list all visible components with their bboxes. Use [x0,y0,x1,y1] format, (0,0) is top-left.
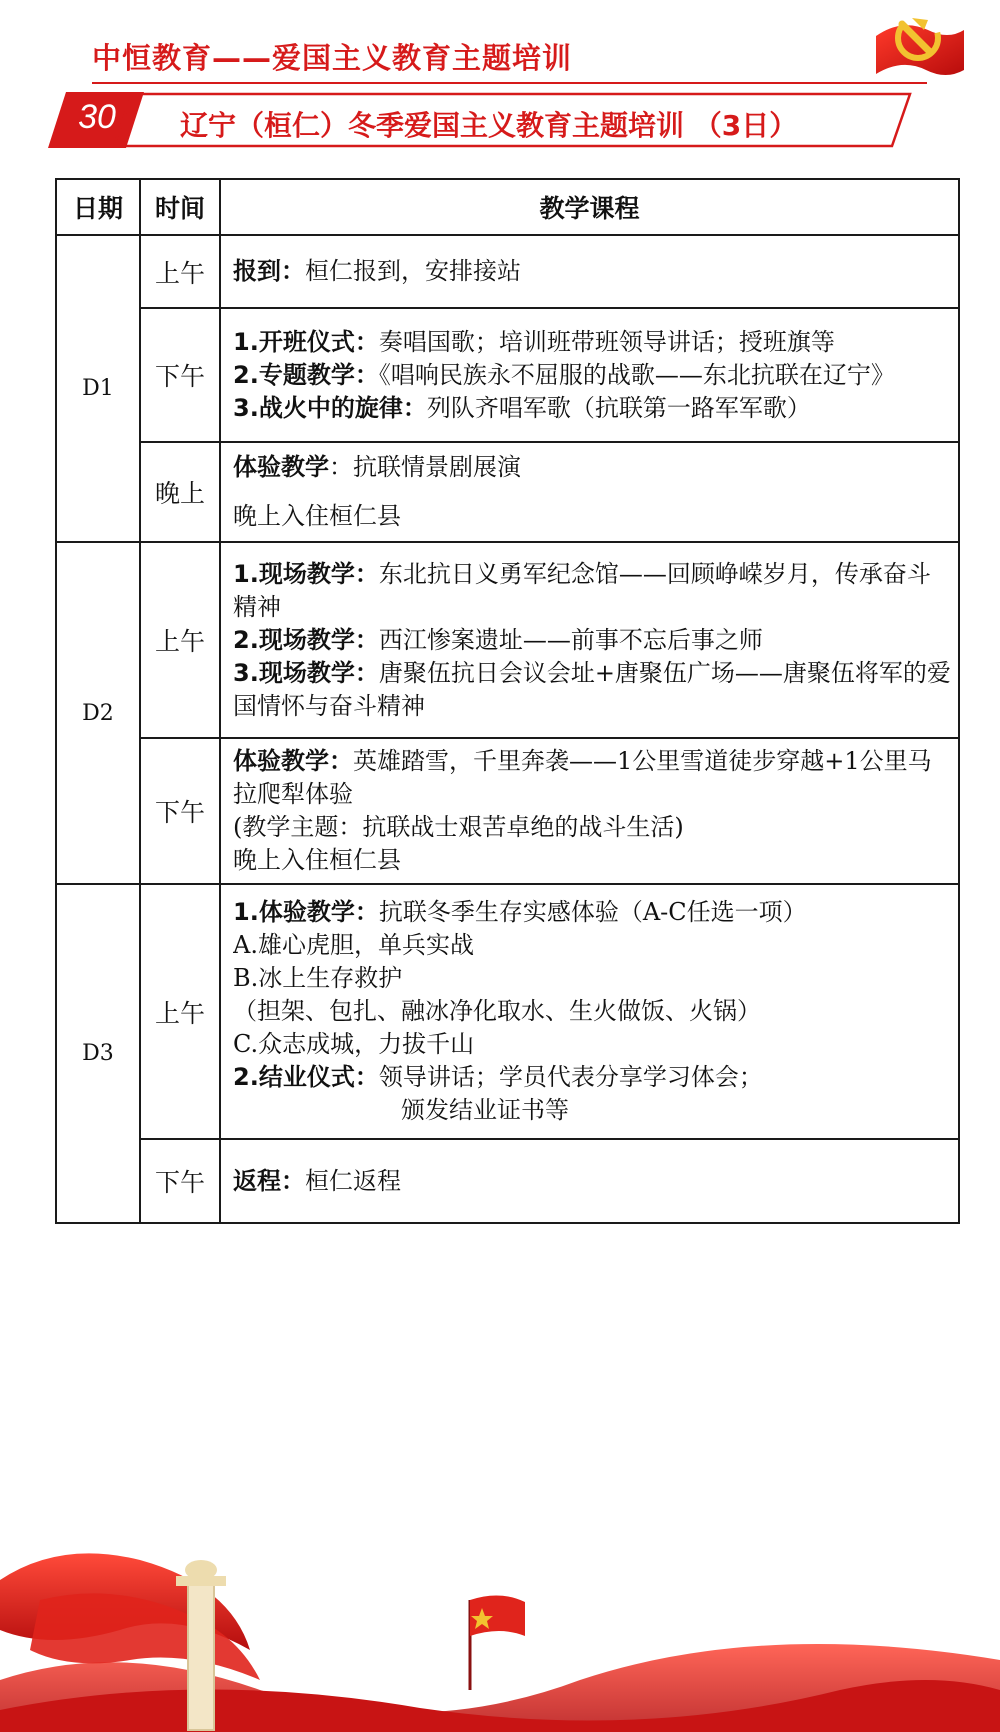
party-emblem-icon [872,0,968,84]
header-course: 教学课程 [220,179,959,235]
brand-title: 中恒教育——爱国主义教育主题培训 [92,41,573,75]
header-time: 时间 [140,179,220,235]
table-row [56,308,959,442]
day-cell: D1 [56,235,140,542]
course-cell: 体验教学：英雄踏雪，千里奔袭——1公里雪道徒步穿越+1公里马拉爬犁体验 (教学主题：抗联战士艰苦卓绝的战斗生活) 晚上入住桓仁县 [220,738,959,884]
day-cell: D3 [56,884,140,1223]
table-row [56,884,959,1139]
time-cell: 下午 [140,738,220,884]
time-cell: 上午 [140,235,220,308]
time-cell: 晚上 [140,442,220,542]
day-cell: D2 [56,542,140,884]
course-cell: 1.开班仪式：奏唱国歌；培训班带班领导讲话；授班旗等 2.专题教学：《唱响民族永不屈服的战歌——东北抗联在辽宁》 3.战火中的旋律：列队齐唱军歌（抗联第一路军军歌） [220,308,959,442]
page-title: 辽宁（桓仁）冬季爱国主义教育主题培训 （3日） [180,109,798,142]
header-date: 日期 [56,179,140,235]
red-flag-footer [0,1540,1000,1732]
lesson-number: 30 [78,98,116,136]
table-row [56,542,959,738]
brand-divider [92,82,927,84]
table-header-row [56,179,959,235]
time-cell: 下午 [140,1139,220,1223]
course-cell: 体验教学：抗联情景剧展演 晚上入住桓仁县 [220,442,959,542]
course-cell: 1.体验教学：抗联冬季生存实感体验（A-C任选一项） A.雄心虎胆，单兵实战 B.冰上生存救护 （担架、包扎、融冰净化取水、生火做饭、火锅） C.众志成城，力拔千山 2.结业仪式：领导讲话；学员代表分享学习体会； 颁发结业证书等 [220,884,959,1139]
table-row [56,235,959,308]
course-cell: 返程：桓仁返程 [220,1139,959,1223]
time-cell: 下午 [140,308,220,442]
time-cell: 上午 [140,884,220,1139]
table-row [56,442,959,542]
table-row [56,1139,959,1223]
flag-icon [470,1595,525,1690]
schedule-table [55,178,960,1224]
time-cell: 上午 [140,542,220,738]
table-row [56,738,959,884]
course-cell: 1.现场教学：东北抗日义勇军纪念馆——回顾峥嵘岁月，传承奋斗精神 2.现场教学：西江惨案遗址——前事不忘后事之师 3.现场教学：唐聚伍抗日会议会址+唐聚伍广场——唐聚伍将军的爱国情怀与奋斗精神 [220,542,959,738]
course-cell: 报到：桓仁报到，安排接站 [220,235,959,308]
